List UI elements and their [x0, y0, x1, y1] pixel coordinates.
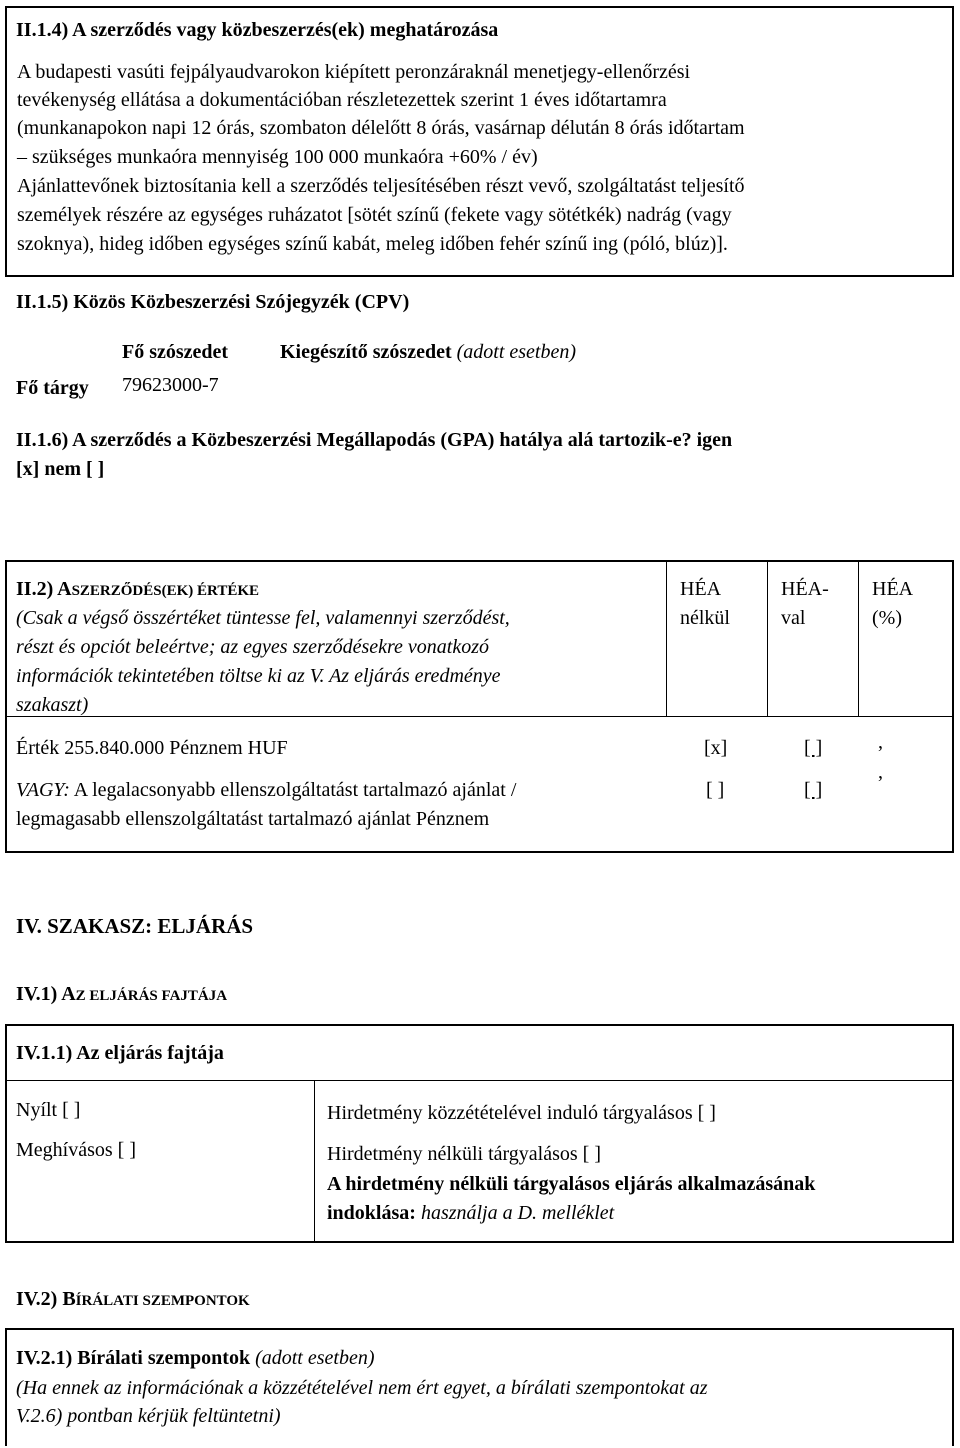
col-header-net: nélkül [680, 607, 730, 629]
option-restricted[interactable]: Meghívásos [ ] [16, 1139, 136, 1161]
gpa-answer: [x] nem [ ] [16, 458, 105, 480]
value-note-line: információk tekintetében töltse ki az V. Az eljárás eredménye [16, 665, 501, 687]
col-header-net: HÉA [680, 578, 722, 600]
checkbox-gross[interactable]: [ ] [804, 779, 823, 801]
heading-ii-1-4: II.1.4) A szerződés vagy közbeszerzés(ek) meghatározása [16, 19, 499, 41]
supplementary-vocabulary-label: Kiegészítő szószedet (adott esetben) [280, 341, 577, 363]
heading-ii-2: II.2) ASZERZŐDÉS(EK) ÉRTÉKE [16, 578, 260, 600]
checkbox-gross[interactable]: [ ] [804, 737, 823, 759]
desc-line: (munkanapokon napi 12 órás, szombaton délelőtt 8 órás, vasárnap délután 8 órás időtartam [17, 117, 745, 139]
justification-label: indoklása: használja a D. melléklet [327, 1202, 615, 1224]
heading-iv-1: IV.1) AZ ELJÁRÁS FAJTÁJA [16, 983, 228, 1005]
column-divider [858, 560, 859, 717]
col-header-vat-rate: (%) [872, 607, 902, 629]
criteria-note: V.2.6) pontban kérjük feltüntetni) [16, 1405, 281, 1427]
option-negotiated-without-notice[interactable]: Hirdetmény nélküli tárgyalásos [ ] [327, 1143, 602, 1165]
alternative-value-line: VAGY: A legalacsonyabb ellenszolgáltatást tartalmazó ajánlat / [16, 779, 517, 801]
contract-value: Érték 255.840.000 Pénznem HUF [16, 737, 288, 759]
heading-iv-1-1: IV.1.1) Az eljárás fajtája [16, 1042, 224, 1064]
desc-line: A budapesti vasúti fejpályaudvarokon kiépített peronzáraknál menetjegy-ellenőrzési [17, 61, 691, 83]
column-divider [314, 1080, 315, 1243]
col-header-vat-rate: HÉA [872, 578, 914, 600]
alternative-value-line: legmagasabb ellenszolgáltatást tartalmazó ajánlat Pénznem [16, 808, 490, 830]
desc-line: szoknya), hideg időben egységes színű kabát, meleg időben fehér színű ing (póló, blúz)]. [17, 233, 728, 255]
checkbox-net[interactable]: [x] [704, 737, 728, 759]
column-divider [666, 560, 667, 717]
value-note-line: részt és opciót beleértve; az egyes szerződésekre vonatkozó [16, 636, 490, 658]
main-vocabulary-label: Fő szószedet [122, 341, 229, 363]
heading-ii-1-5: II.1.5) Közös Közbeszerzési Szójegyzék (CPV) [16, 291, 410, 313]
option-negotiated-with-notice[interactable]: Hirdetmény közzétételével induló tárgyalásos [ ] [327, 1102, 716, 1124]
col-header-gross: val [781, 607, 806, 629]
row-divider [5, 1080, 954, 1081]
row-divider [5, 716, 954, 717]
cpv-code: 79623000-7 [122, 374, 219, 396]
checkbox-net[interactable]: [ ] [706, 779, 725, 801]
section-iv-heading: IV. SZAKASZ: ELJÁRÁS [16, 914, 254, 938]
vat-rate-value: , [878, 731, 883, 753]
option-open[interactable]: Nyílt [ ] [16, 1099, 81, 1121]
value-note-line: (Csak a végső összértéket tüntesse fel, valamennyi szerződést, [16, 607, 510, 629]
value-note-line: szakaszt) [16, 694, 89, 716]
vat-rate-value: , [878, 761, 883, 783]
heading-iv-2: IV.2) BÍRÁLATI SZEMPONTOK [16, 1288, 250, 1310]
desc-line: személyek részére az egységes ruházatot [sötét színű (fekete vagy sötétkék) nadrág (vagy [17, 204, 732, 226]
main-object-label: Fő tárgy [16, 377, 89, 399]
col-header-gross: HÉA- [781, 578, 829, 600]
desc-line: – szükséges munkaóra mennyiség 100 000 munkaóra +60% / év) [17, 146, 538, 168]
justification-label: A hirdetmény nélküli tárgyalásos eljárás alkalmazásának [327, 1173, 816, 1195]
desc-line: tevékenység ellátása a dokumentációban részletezettek szerint 1 éves időtartamra [17, 89, 667, 111]
column-divider [767, 560, 768, 717]
criteria-note: (Ha ennek az információnak a közzétételével nem ért egyet, a bírálati szempontokat az [16, 1377, 708, 1399]
heading-iv-2-1: IV.2.1) Bírálati szempontok (adott esetben) [16, 1347, 375, 1369]
gpa-question: II.1.6) A szerződés a Közbeszerzési Megállapodás (GPA) hatálya alá tartozik-e? igen [16, 429, 733, 451]
desc-line: Ajánlattevőnek biztosítania kell a szerződés teljesítésében részt vevő, szolgáltatást teljesítő [17, 175, 745, 197]
